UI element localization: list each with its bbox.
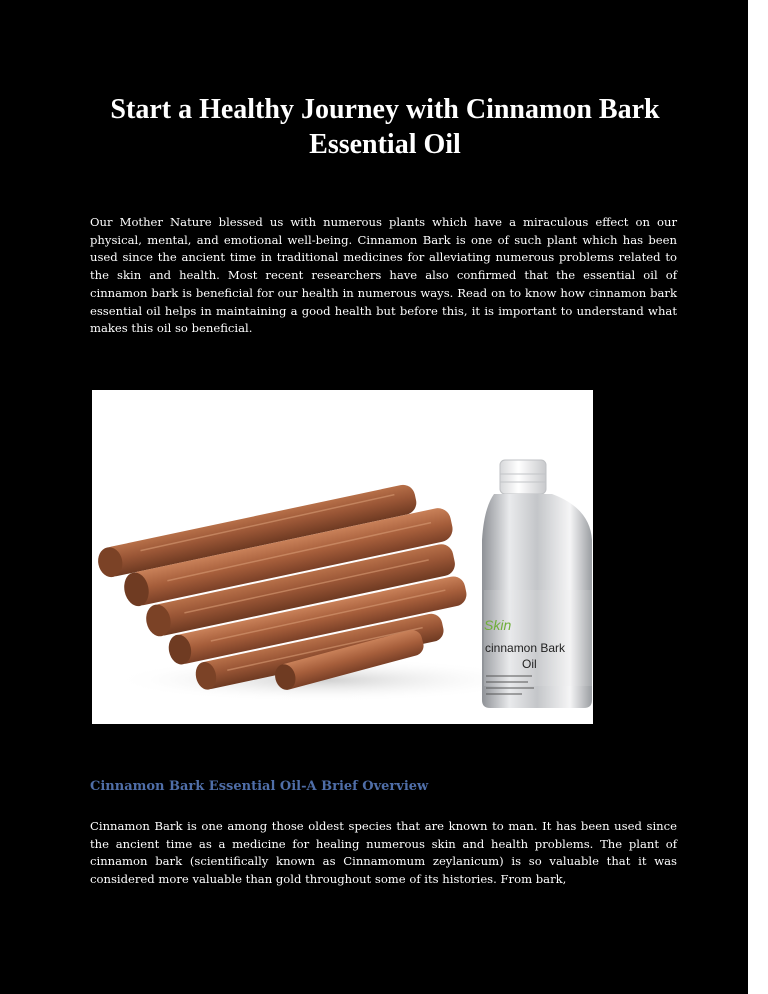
bottle-brand-text: Skin [484,617,512,633]
section-heading: Cinnamon Bark Essential Oil-A Brief Overview [90,779,429,794]
section-paragraph: Cinnamon Bark is one among those oldest species that are known to man. It has been used since the ancient time as a medicine for healing numerous skin and health problems. The plant of cinnamon bark (scientifically known as Cinnamomum zeylanicum) is so valuable that it was considered more valuable than gold throughout some of its histories. From bark, [90,819,677,887]
document-title: Start a Healthy Journey with Cinnamon Bark Essential Oil [110,94,660,160]
intro-paragraph: Our Mother Nature blessed us with numerous plants which have a miraculous effect on our physical, mental, and emotional well-being. Cinnamon Bark is one of such plant which has been used since the ancient time in traditional medicines for alleviating numerous problems related to the skin and health. Most recent researchers have also confirmed that the essential oil of cinnamon bark is beneficial for our health in numerous ways. Read on to know how cinnamon bark essential oil helps in maintaining a good health but before this, it is important to understand what makes this oil so beneficial. [90,215,677,336]
oil-bottle [482,460,592,708]
cinnamon-oil-image [92,390,593,724]
bottle-label-line1: cinnamon Bark [485,641,566,655]
cinnamon-sticks-and-bottle-illustration [92,390,593,724]
bottle-label-line2: Oil [522,657,537,671]
page-margin [748,0,768,994]
